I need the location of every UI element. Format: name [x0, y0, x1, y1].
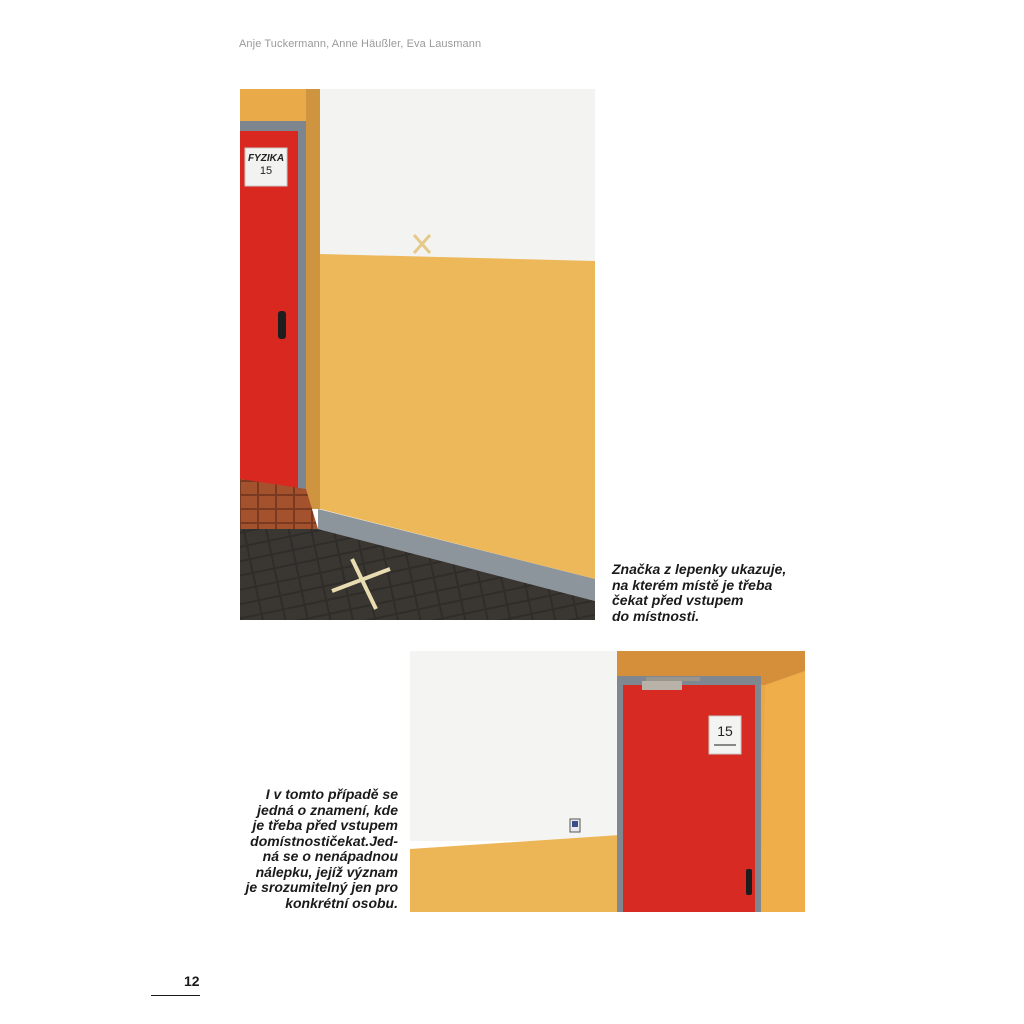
page-number: 12	[184, 973, 200, 989]
caption-tape-mark	[612, 562, 812, 624]
photo-corridor-tape-mark	[240, 89, 595, 620]
caption-line: konkrétní osobu.	[285, 894, 398, 911]
caption-line: jedná o znamení, kde	[257, 801, 398, 818]
caption-line: čekat před vstupem	[612, 592, 744, 608]
caption-line: do místnosti.	[612, 607, 700, 624]
caption-line: je třeba před vstupem	[252, 817, 398, 833]
caption-line: je srozumitelný jen pro	[245, 879, 398, 895]
caption-line: domístnostičekat.Jed-	[250, 832, 398, 849]
door-sign-number: 15	[717, 723, 733, 739]
door-sign-number: 15	[259, 165, 273, 177]
caption-line: ná se o nenápadnou	[262, 848, 398, 864]
page-header-authors: Anje Tuckermann, Anne Häußler, Eva Lausmann	[239, 38, 482, 50]
caption-line: nálepku, jejíž význam	[255, 863, 398, 880]
door-sign-label	[245, 153, 287, 177]
door-handle	[746, 869, 752, 895]
page-number-rule	[151, 995, 200, 996]
door-handle	[278, 311, 286, 339]
caption-wall-sticker	[232, 787, 398, 911]
caption-line: Značka z lepenky ukazuje,	[612, 561, 787, 577]
door-sign-text: FYZIKA	[247, 153, 285, 164]
photo-wall-sticker	[410, 651, 805, 912]
caption-line: I v tomto případě se	[265, 786, 398, 802]
caption-line: na kterém místě je třeba	[612, 576, 773, 593]
